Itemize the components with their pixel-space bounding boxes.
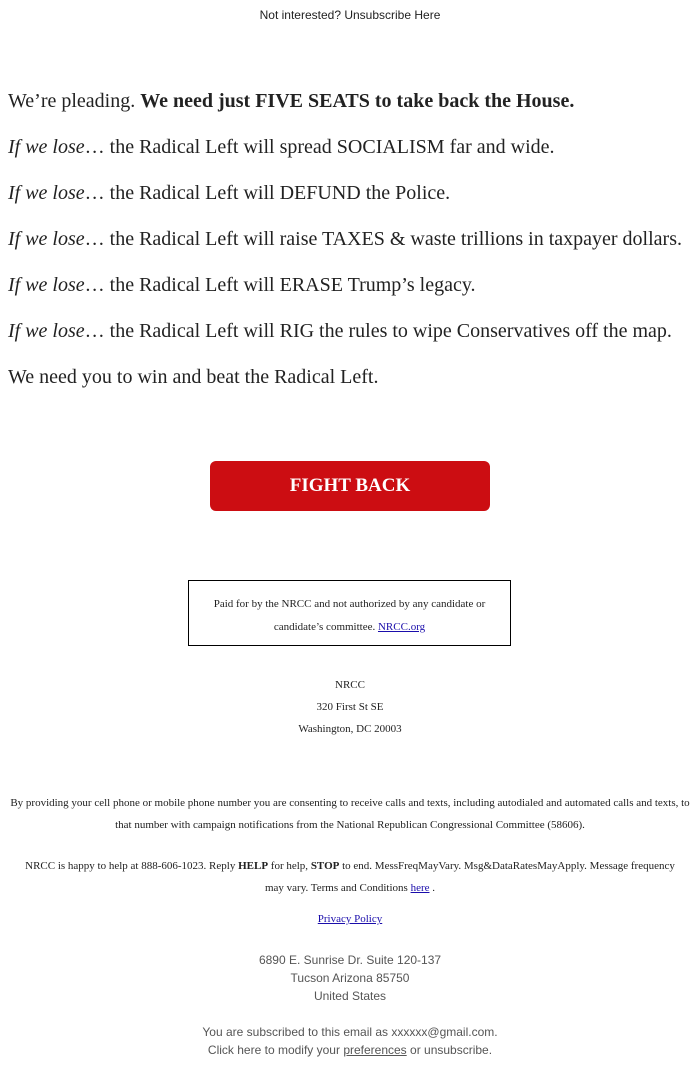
rig-text: the Radical Left will RIG the rules to wipe Conservatives off the map. <box>104 320 672 342</box>
sms-consent-text: By providing your cell phone or mobile phone number you are consenting to receive calls and texts, including autodialed and automated calls and texts, to that number with campaign notifications from the National Republican Congressional Committee (58606). <box>10 797 690 831</box>
modify-line <box>0 1041 700 1059</box>
if-we-lose: If we lose <box>8 228 85 250</box>
org-name: NRCC <box>335 679 365 691</box>
if-we-lose: If we lose <box>8 320 85 342</box>
modify-pre: Click here to modify your <box>207 1043 344 1057</box>
city: Washington, DC 20003 <box>298 723 402 735</box>
ellipsis: … <box>84 320 105 342</box>
street: 320 First St SE <box>316 701 384 713</box>
nrcc-address <box>0 674 700 740</box>
stop-keyword: STOP <box>310 860 340 872</box>
help-part4: . <box>429 882 435 894</box>
help-text <box>20 855 680 899</box>
nrcc-org-link[interactable]: NRCC.org <box>377 621 426 633</box>
paragraph-socialism <box>8 135 692 159</box>
footer-subscription <box>0 1023 700 1059</box>
legacy-text: the Radical Left will ERASE Trump’s legacy. <box>104 274 476 296</box>
footer-country: United States <box>313 989 387 1003</box>
paragraph-taxes <box>8 227 692 251</box>
privacy-policy-link[interactable]: Privacy Policy <box>317 913 383 925</box>
if-we-lose: If we lose <box>8 274 85 296</box>
ellipsis: … <box>84 274 105 296</box>
privacy-container <box>0 908 700 930</box>
pleading-lead: We’re pleading. <box>8 90 141 112</box>
cta-container <box>0 461 700 511</box>
help-part1: NRCC is happy to help at 888-606-1023. Reply <box>25 860 239 872</box>
police-text: the Radical Left will DEFUND the Police. <box>104 182 451 204</box>
subscribed-text: You are subscribed to this email as xxxxxx@gmail.com. <box>202 1025 498 1039</box>
modify-post: or unsubscribe. <box>406 1043 493 1057</box>
disclaimer-text: Paid for by the NRCC and not authorized by any candidate or candidate’s committee. <box>213 598 486 633</box>
footer-city: Tucson Arizona 85750 <box>290 971 410 985</box>
footer-street: 6890 E. Sunrise Dr. Suite 120-137 <box>258 953 442 967</box>
paragraph-pleading <box>8 89 692 113</box>
taxes-text: the Radical Left will raise TAXES & waste trillions in taxpayer dollars. <box>104 228 682 250</box>
paid-for-disclaimer <box>188 580 511 646</box>
ellipsis: … <box>84 182 105 204</box>
pleading-bold: We need just FIVE SEATS to take back the House. <box>140 90 575 112</box>
if-we-lose: If we lose <box>8 182 85 204</box>
ellipsis: … <box>84 228 105 250</box>
help-keyword: HELP <box>238 860 269 872</box>
paragraph-closing: We need you to win and beat the Radical Left. <box>8 366 379 388</box>
paragraph-police <box>8 181 692 205</box>
paragraph-rig <box>8 319 692 343</box>
if-we-lose: If we lose <box>8 136 85 158</box>
terms-here-link[interactable]: here <box>410 882 430 894</box>
socialism-text: the Radical Left will spread SOCIALISM far and wide. <box>104 136 555 158</box>
unsubscribe-link[interactable]: Not interested? Unsubscribe Here <box>259 8 441 22</box>
footer-address <box>0 951 700 1005</box>
help-part2: for help, <box>268 860 311 872</box>
help-part3: to end. MessFreqMayVary. Msg&DataRatesMayApply. Message frequency may vary. Terms and Conditions <box>264 860 675 894</box>
fight-back-button[interactable]: FIGHT BACK <box>210 461 490 511</box>
email-body <box>8 89 692 411</box>
ellipsis: … <box>84 136 105 158</box>
preferences-link[interactable]: preferences <box>343 1043 407 1057</box>
paragraph-legacy <box>8 273 692 297</box>
